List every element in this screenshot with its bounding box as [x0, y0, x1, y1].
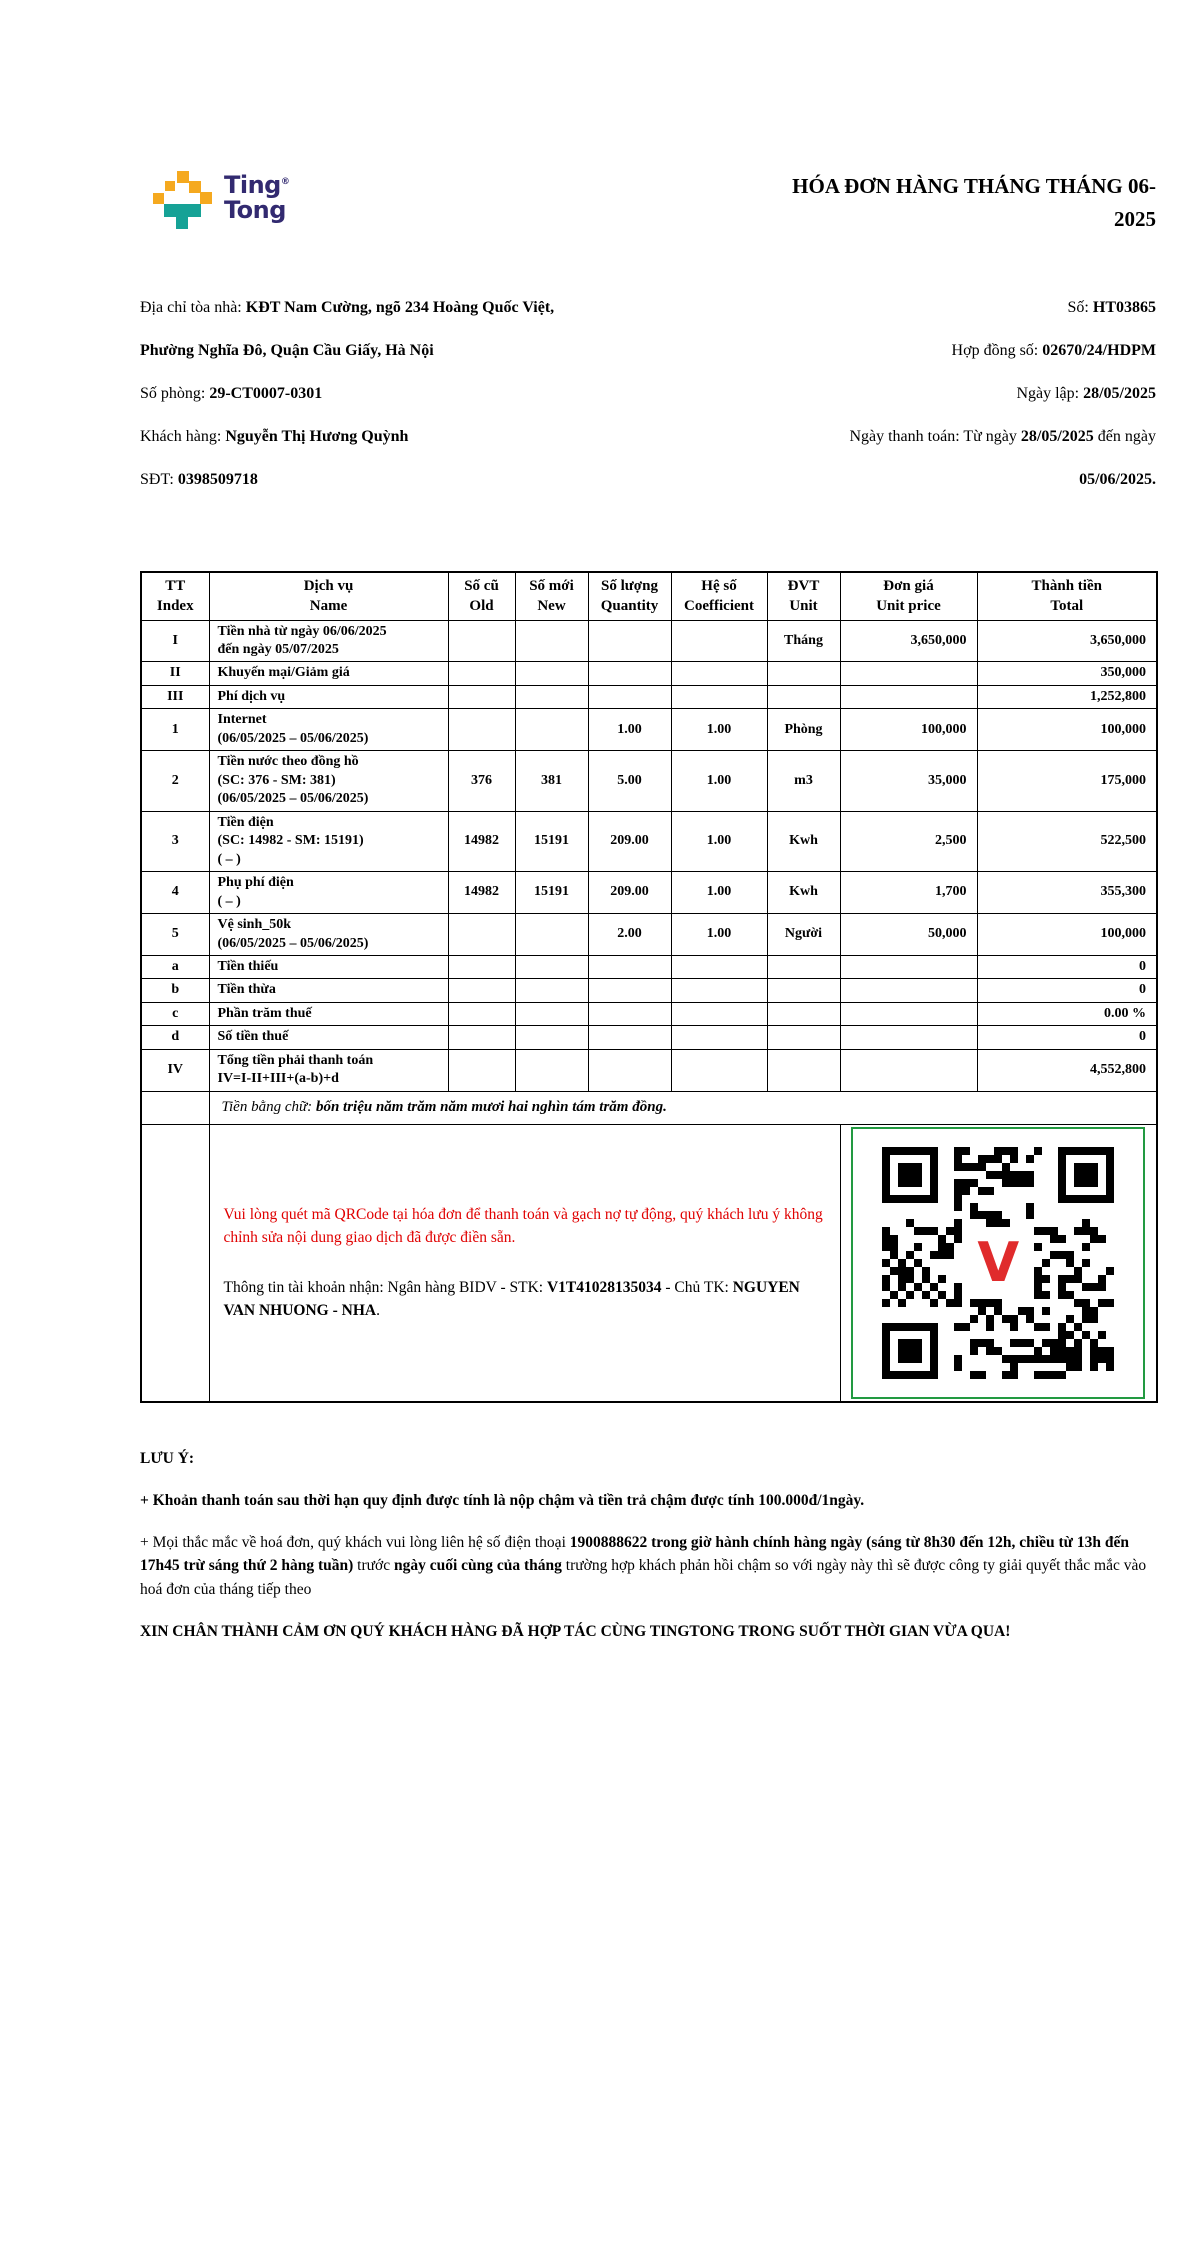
cell-name-row-IV: Tổng tiền phải thanh toán IV=I-II+III+(a-b)+d [209, 1049, 448, 1091]
cell-quantity-row-IV [588, 1049, 671, 1091]
cell-index-row-II: II [141, 662, 209, 685]
cell-coefficient-row-b [671, 979, 767, 1002]
table-row-1 [141, 709, 1157, 751]
cell-unit-price-row-II [840, 662, 977, 685]
cell-unit-price-row-c [840, 1002, 977, 1025]
invoice-table-footer [141, 1091, 1157, 1401]
cell-name-row-b: Tiền thừa [209, 979, 448, 1002]
cell-new-row-5 [515, 914, 588, 956]
cell-index-row-d: d [141, 1026, 209, 1049]
cell-name-row-I: Tiền nhà từ ngày 06/06/2025 đến ngày 05/07/2025 [209, 620, 448, 662]
cell-coefficient-row-c [671, 1002, 767, 1025]
cell-total-row-4: 355,300 [977, 872, 1157, 914]
building-address-line2: Phường Nghĩa Đô, Quận Cầu Giấy, Hà Nội [140, 342, 434, 359]
cell-unit-row-c [767, 1002, 840, 1025]
col-header-unit: ĐVT Unit [767, 572, 840, 620]
building-address-line1: Địa chỉ tòa nhà: KĐT Nam Cường, ngõ 234 Hoàng Quốc Việt, [140, 299, 555, 316]
cell-unit-row-I: Tháng [767, 620, 840, 662]
qr-code-box [851, 1127, 1145, 1399]
table-row-III [141, 685, 1157, 708]
cell-new-row-II [515, 662, 588, 685]
cell-name-row-III: Phí dịch vụ [209, 685, 448, 708]
payment-qr-row [141, 1124, 1157, 1402]
cell-unit-row-4: Kwh [767, 872, 840, 914]
cell-total-row-3: 522,500 [977, 811, 1157, 871]
cell-new-row-c [515, 1002, 588, 1025]
qr-code [882, 1147, 1114, 1379]
cell-old-row-5 [448, 914, 515, 956]
cell-total-row-II: 350,000 [977, 662, 1157, 685]
cell-name-row-1: Internet (06/05/2025 – 05/06/2025) [209, 709, 448, 751]
cell-total-row-I: 3,650,000 [977, 620, 1157, 662]
cell-coefficient-row-II [671, 662, 767, 685]
table-row-b [141, 979, 1157, 1002]
cell-quantity-row-II [588, 662, 671, 685]
cell-unit-price-row-III [840, 685, 977, 708]
cell-old-row-d [448, 1026, 515, 1049]
cell-coefficient-row-a [671, 956, 767, 979]
cell-quantity-row-3: 209.00 [588, 811, 671, 871]
amount-in-words-cell: Tiền bằng chữ: bốn triệu năm trăm năm mươi hai nghìn tám trăm đồng. [209, 1091, 1157, 1124]
cell-coefficient-row-d [671, 1026, 767, 1049]
col-header-total: Thành tiền Total [977, 572, 1157, 620]
cell-new-row-2: 381 [515, 751, 588, 811]
invoice-table [140, 571, 1158, 1403]
cell-new-row-3: 15191 [515, 811, 588, 871]
cell-old-row-b [448, 979, 515, 1002]
registered-trademark-icon: ® [280, 177, 290, 187]
cell-index-row-2: 2 [141, 751, 209, 811]
cell-old-row-2: 376 [448, 751, 515, 811]
cell-new-row-d [515, 1026, 588, 1049]
cell-unit-price-row-3: 2,500 [840, 811, 977, 871]
cell-unit-row-IV [767, 1049, 840, 1091]
cell-quantity-row-2: 5.00 [588, 751, 671, 811]
cell-total-row-III: 1,252,800 [977, 685, 1157, 708]
cell-index-row-a: a [141, 956, 209, 979]
invoice-table-header [141, 572, 1157, 620]
cell-index-row-I: I [141, 620, 209, 662]
cell-name-row-a: Tiền thiếu [209, 956, 448, 979]
issue-date: Ngày lập: 28/05/2025 [1016, 385, 1156, 402]
cell-total-row-a: 0 [977, 956, 1157, 979]
cell-index-row-IV: IV [141, 1049, 209, 1091]
page-header [140, 170, 1156, 240]
cell-quantity-row-4: 209.00 [588, 872, 671, 914]
cell-new-row-a [515, 956, 588, 979]
cell-new-row-III [515, 685, 588, 708]
cell-total-row-d: 0 [977, 1026, 1157, 1049]
cell-index-row-4: 4 [141, 872, 209, 914]
amount-in-words-row [141, 1091, 1157, 1124]
cell-coefficient-row-III [671, 685, 767, 708]
qr-code-cell [840, 1124, 1157, 1402]
cell-total-row-b: 0 [977, 979, 1157, 1002]
brand-name-line1: Ting [224, 171, 281, 199]
cell-unit-price-row-1: 100,000 [840, 709, 977, 751]
cell-unit-price-row-5: 50,000 [840, 914, 977, 956]
tingtong-logo-text [224, 170, 290, 223]
cell-coefficient-row-3: 1.00 [671, 811, 767, 871]
payment-instructions-cell [209, 1124, 840, 1402]
table-row-5 [141, 914, 1157, 956]
cell-unit-price-row-d [840, 1026, 977, 1049]
cell-index-row-b: b [141, 979, 209, 1002]
payment-period-line1: Ngày thanh toán: Từ ngày 28/05/2025 đến ngày [849, 428, 1156, 445]
hotline-note: + Mọi thắc mắc về hoá đơn, quý khách vui lòng liên hệ số điện thoại 1900888622 trong giờ hành chính hàng ngày (sáng từ 8h30 đến 12h, chiều từ 13h đến 17h45 trừ sáng thứ 2 hàng tuần) trước ngày cuối cùng của tháng trường hợp khách phản hồi chậm so với ngày này thì sẽ được công ty giải quyết thắc mắc vào hoá đơn của tháng tiếp theo [140, 1534, 1147, 1598]
cell-quantity-row-a [588, 956, 671, 979]
cell-old-row-1 [448, 709, 515, 751]
cell-coefficient-row-IV [671, 1049, 767, 1091]
cell-quantity-row-I [588, 620, 671, 662]
vietqr-v-icon: V [977, 1230, 1020, 1294]
cell-unit-row-b [767, 979, 840, 1002]
cell-unit-price-row-IV [840, 1049, 977, 1091]
invoice-title [792, 170, 1156, 236]
payment-period-line2: 05/06/2025. [1079, 471, 1156, 488]
cell-name-row-c: Phần trăm thuế [209, 1002, 448, 1025]
invoice-number: Số: HT03865 [1067, 299, 1156, 316]
notes-title: LƯU Ý: [140, 1449, 195, 1467]
cell-old-row-IV [448, 1049, 515, 1091]
tingtong-logo [153, 170, 290, 232]
table-row-I [141, 620, 1157, 662]
cell-old-row-III [448, 685, 515, 708]
cell-total-row-5: 100,000 [977, 914, 1157, 956]
cell-quantity-row-d [588, 1026, 671, 1049]
cell-total-row-IV: 4,552,800 [977, 1049, 1157, 1091]
cell-index-row-5: 5 [141, 914, 209, 956]
late-payment-note: + Khoản thanh toán sau thời hạn quy định được tính là nộp chậm và tiền trả chậm được tính 100.000đ/1ngày. [140, 1491, 865, 1509]
cell-total-row-1: 100,000 [977, 709, 1157, 751]
cell-new-row-I [515, 620, 588, 662]
table-row-d [141, 1026, 1157, 1049]
cell-name-row-2: Tiền nước theo đồng hồ (SC: 376 - SM: 381) (06/05/2025 – 05/06/2025) [209, 751, 448, 811]
qr-row-index-cell [141, 1124, 209, 1402]
cell-unit-row-a [767, 956, 840, 979]
customer-info [140, 286, 554, 501]
cell-unit-row-1: Phòng [767, 709, 840, 751]
cell-old-row-II [448, 662, 515, 685]
cell-unit-row-III [767, 685, 840, 708]
cell-index-row-3: 3 [141, 811, 209, 871]
cell-old-row-4: 14982 [448, 872, 515, 914]
brand-name-line2: Tong [224, 196, 286, 224]
cell-unit-price-row-a [840, 956, 977, 979]
cell-total-row-2: 175,000 [977, 751, 1157, 811]
table-row-c [141, 1002, 1157, 1025]
table-row-IV [141, 1049, 1157, 1091]
room-number: Số phòng: 29-CT0007-0301 [140, 385, 323, 402]
cell-unit-price-row-2: 35,000 [840, 751, 977, 811]
customer-phone: SĐT: 0398509718 [140, 471, 258, 488]
invoice-table-body [141, 620, 1157, 1091]
cell-unit-row-5: Người [767, 914, 840, 956]
cell-name-row-5: Vệ sinh_50k (06/05/2025 – 05/06/2025) [209, 914, 448, 956]
invoice-meta [849, 286, 1156, 501]
invoice-title-line1: HÓA ĐƠN HÀNG THÁNG THÁNG 06- [792, 174, 1156, 198]
cell-quantity-row-c [588, 1002, 671, 1025]
cell-old-row-c [448, 1002, 515, 1025]
col-header-quantity: Số lượng Quantity [588, 572, 671, 620]
col-header-coefficient: Hệ số Coefficient [671, 572, 767, 620]
cell-coefficient-row-1: 1.00 [671, 709, 767, 751]
tingtong-logo-icon [153, 170, 213, 232]
qr-instruction-text: Vui lòng quét mã QRCode tại hóa đơn để thanh toán và gạch nợ tự động, quý khách lưu ý không chỉnh sửa nội dung giao dịch đã được điền sẵn. [223, 1206, 823, 1247]
col-header-name: Dịch vụ Name [209, 572, 448, 620]
cell-unit-price-row-b [840, 979, 977, 1002]
invoice-info [140, 286, 1156, 501]
cell-coefficient-row-5: 1.00 [671, 914, 767, 956]
thank-you-message: XIN CHÂN THÀNH CẢM ƠN QUÝ KHÁCH HÀNG ĐÃ HỢP TÁC CÙNG TINGTONG TRONG SUỐT THỜI GIAN VỪA QUA! [140, 1622, 1011, 1640]
col-header-new: Số mới New [515, 572, 588, 620]
table-row-4 [141, 872, 1157, 914]
cell-unit-row-2: m3 [767, 751, 840, 811]
cell-unit-price-row-4: 1,700 [840, 872, 977, 914]
amount-in-words-index-cell [141, 1091, 209, 1124]
cell-index-row-c: c [141, 1002, 209, 1025]
table-row-3 [141, 811, 1157, 871]
footer-notes [140, 1447, 1156, 1644]
col-header-index: TT Index [141, 572, 209, 620]
cell-old-row-a [448, 956, 515, 979]
cell-new-row-IV [515, 1049, 588, 1091]
table-row-2 [141, 751, 1157, 811]
contract-number: Hợp đồng số: 02670/24/HDPM [951, 342, 1156, 359]
col-header-old: Số cũ Old [448, 572, 515, 620]
bank-account-info: Thông tin tài khoản nhận: Ngân hàng BIDV - STK: V1T41028135034 - Chủ TK: NGUYEN VAN NHUONG - NHA. [223, 1278, 800, 1319]
cell-name-row-4: Phụ phí điện ( – ) [209, 872, 448, 914]
cell-coefficient-row-I [671, 620, 767, 662]
customer-name: Khách hàng: Nguyễn Thị Hương Quỳnh [140, 428, 409, 445]
cell-old-row-3: 14982 [448, 811, 515, 871]
cell-index-row-III: III [141, 685, 209, 708]
cell-quantity-row-1: 1.00 [588, 709, 671, 751]
cell-quantity-row-III [588, 685, 671, 708]
cell-unit-price-row-I: 3,650,000 [840, 620, 977, 662]
table-row-II [141, 662, 1157, 685]
invoice-title-line2: 2025 [1114, 207, 1156, 231]
table-row-a [141, 956, 1157, 979]
cell-name-row-II: Khuyến mại/Giảm giá [209, 662, 448, 685]
cell-quantity-row-5: 2.00 [588, 914, 671, 956]
cell-new-row-4: 15191 [515, 872, 588, 914]
cell-old-row-I [448, 620, 515, 662]
cell-name-row-3: Tiền điện (SC: 14982 - SM: 15191) ( – ) [209, 811, 448, 871]
cell-total-row-c: 0.00 % [977, 1002, 1157, 1025]
cell-new-row-1 [515, 709, 588, 751]
cell-coefficient-row-4: 1.00 [671, 872, 767, 914]
col-header-unit-price: Đơn giá Unit price [840, 572, 977, 620]
cell-unit-row-3: Kwh [767, 811, 840, 871]
cell-name-row-d: Số tiền thuế [209, 1026, 448, 1049]
cell-new-row-b [515, 979, 588, 1002]
cell-quantity-row-b [588, 979, 671, 1002]
cell-unit-row-II [767, 662, 840, 685]
cell-index-row-1: 1 [141, 709, 209, 751]
cell-coefficient-row-2: 1.00 [671, 751, 767, 811]
cell-unit-row-d [767, 1026, 840, 1049]
